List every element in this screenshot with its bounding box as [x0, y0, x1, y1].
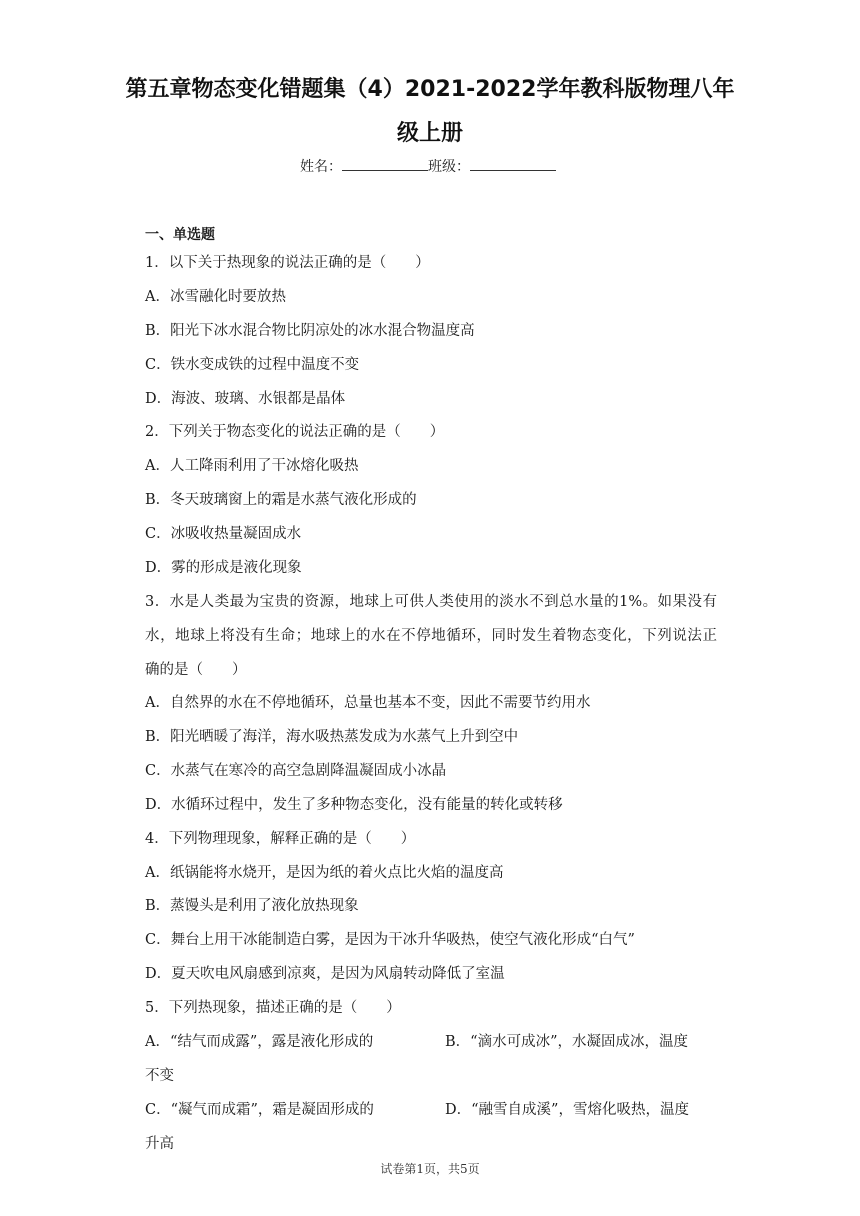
q4-option-d: D．夏天吹电风扇感到凉爽，是因为风扇转动降低了室温 [145, 966, 505, 982]
page-footer: 试卷第1页，共5页 [380, 1162, 480, 1176]
q4-stem: 4．下列物理现象，解释正确的是（ ） [145, 831, 416, 847]
q3-stem-line2: 水，地球上将没有生命；地球上的水在不停地循环，同时发生着物态变化，下列说法正 [145, 628, 717, 644]
name-blank [342, 156, 428, 171]
q1-option-b: B．阳光下冰水混合物比阴凉处的冰水混合物温度高 [145, 323, 475, 339]
q2-stem: 2．下列关于物态变化的说法正确的是（ ） [145, 424, 445, 440]
q3-option-c: C．水蒸气在寒冷的高空急剧降温凝固成小冰晶 [145, 763, 447, 779]
q1-stem: 1．以下关于热现象的说法正确的是（ ） [145, 255, 430, 271]
q2-option-b: B．冬天玻璃窗上的霜是水蒸气液化形成的 [145, 492, 417, 508]
q5-option-b-cont: 不变 [145, 1068, 174, 1084]
q2-option-d: D．雾的形成是液化现象 [145, 560, 302, 576]
q1-option-c: C．铁水变成铁的过程中温度不变 [145, 357, 360, 373]
q5-option-b: B．“滴水可成冰”，水凝固成冰，温度 [445, 1034, 688, 1050]
name-label: 姓名： [300, 159, 342, 175]
q5-option-c: C．“凝气而成霜”，霜是凝固形成的 [145, 1102, 374, 1118]
q4-option-b: B．蒸馒头是利用了液化放热现象 [145, 898, 359, 914]
q4-option-a: A．纸锅能将水烧开，是因为纸的着火点比火焰的温度高 [145, 865, 504, 881]
page-title-line1: 第五章物态变化错题集（4）2021-2022学年教科版物理八年 [125, 77, 735, 102]
q2-option-c: C．冰吸收热量凝固成水 [145, 526, 302, 542]
q3-option-a: A．自然界的水在不停地循环，总量也基本不变，因此不需要节约用水 [145, 695, 591, 711]
student-info [300, 156, 556, 178]
q5-option-d-cont: 升高 [145, 1136, 174, 1152]
q5-stem: 5．下列热现象，描述正确的是（ ） [145, 1000, 401, 1016]
q1-option-d: D．海波、玻璃、水银都是晶体 [145, 391, 346, 407]
page-title-line2: 级上册 [396, 121, 463, 146]
class-blank [470, 156, 556, 171]
q4-option-c: C．舞台上用干冰能制造白雾，是因为干冰升华吸热，使空气液化形成“白气” [145, 932, 635, 948]
q3-option-b: B．阳光晒暖了海洋，海水吸热蒸发成为水蒸气上升到空中 [145, 729, 519, 745]
q1-option-a: A．冰雪融化时要放热 [145, 289, 286, 305]
q5-option-d: D．“融雪自成溪”，雪熔化吸热，温度 [445, 1102, 689, 1118]
section-title: 一、单选题 [145, 227, 215, 243]
class-label: 班级： [428, 159, 470, 175]
q3-option-d: D．水循环过程中，发生了多种物态变化，没有能量的转化或转移 [145, 797, 563, 813]
q5-option-a: A．“结气而成露”，露是液化形成的 [145, 1034, 374, 1050]
q3-stem-line3: 确的是（ ） [145, 662, 247, 678]
q3-stem-line1: 3．水是人类最为宝贵的资源，地球上可供人类使用的淡水不到总水量的1%。如果没有 [145, 594, 717, 610]
q2-option-a: A．人工降雨利用了干冰熔化吸热 [145, 458, 359, 474]
